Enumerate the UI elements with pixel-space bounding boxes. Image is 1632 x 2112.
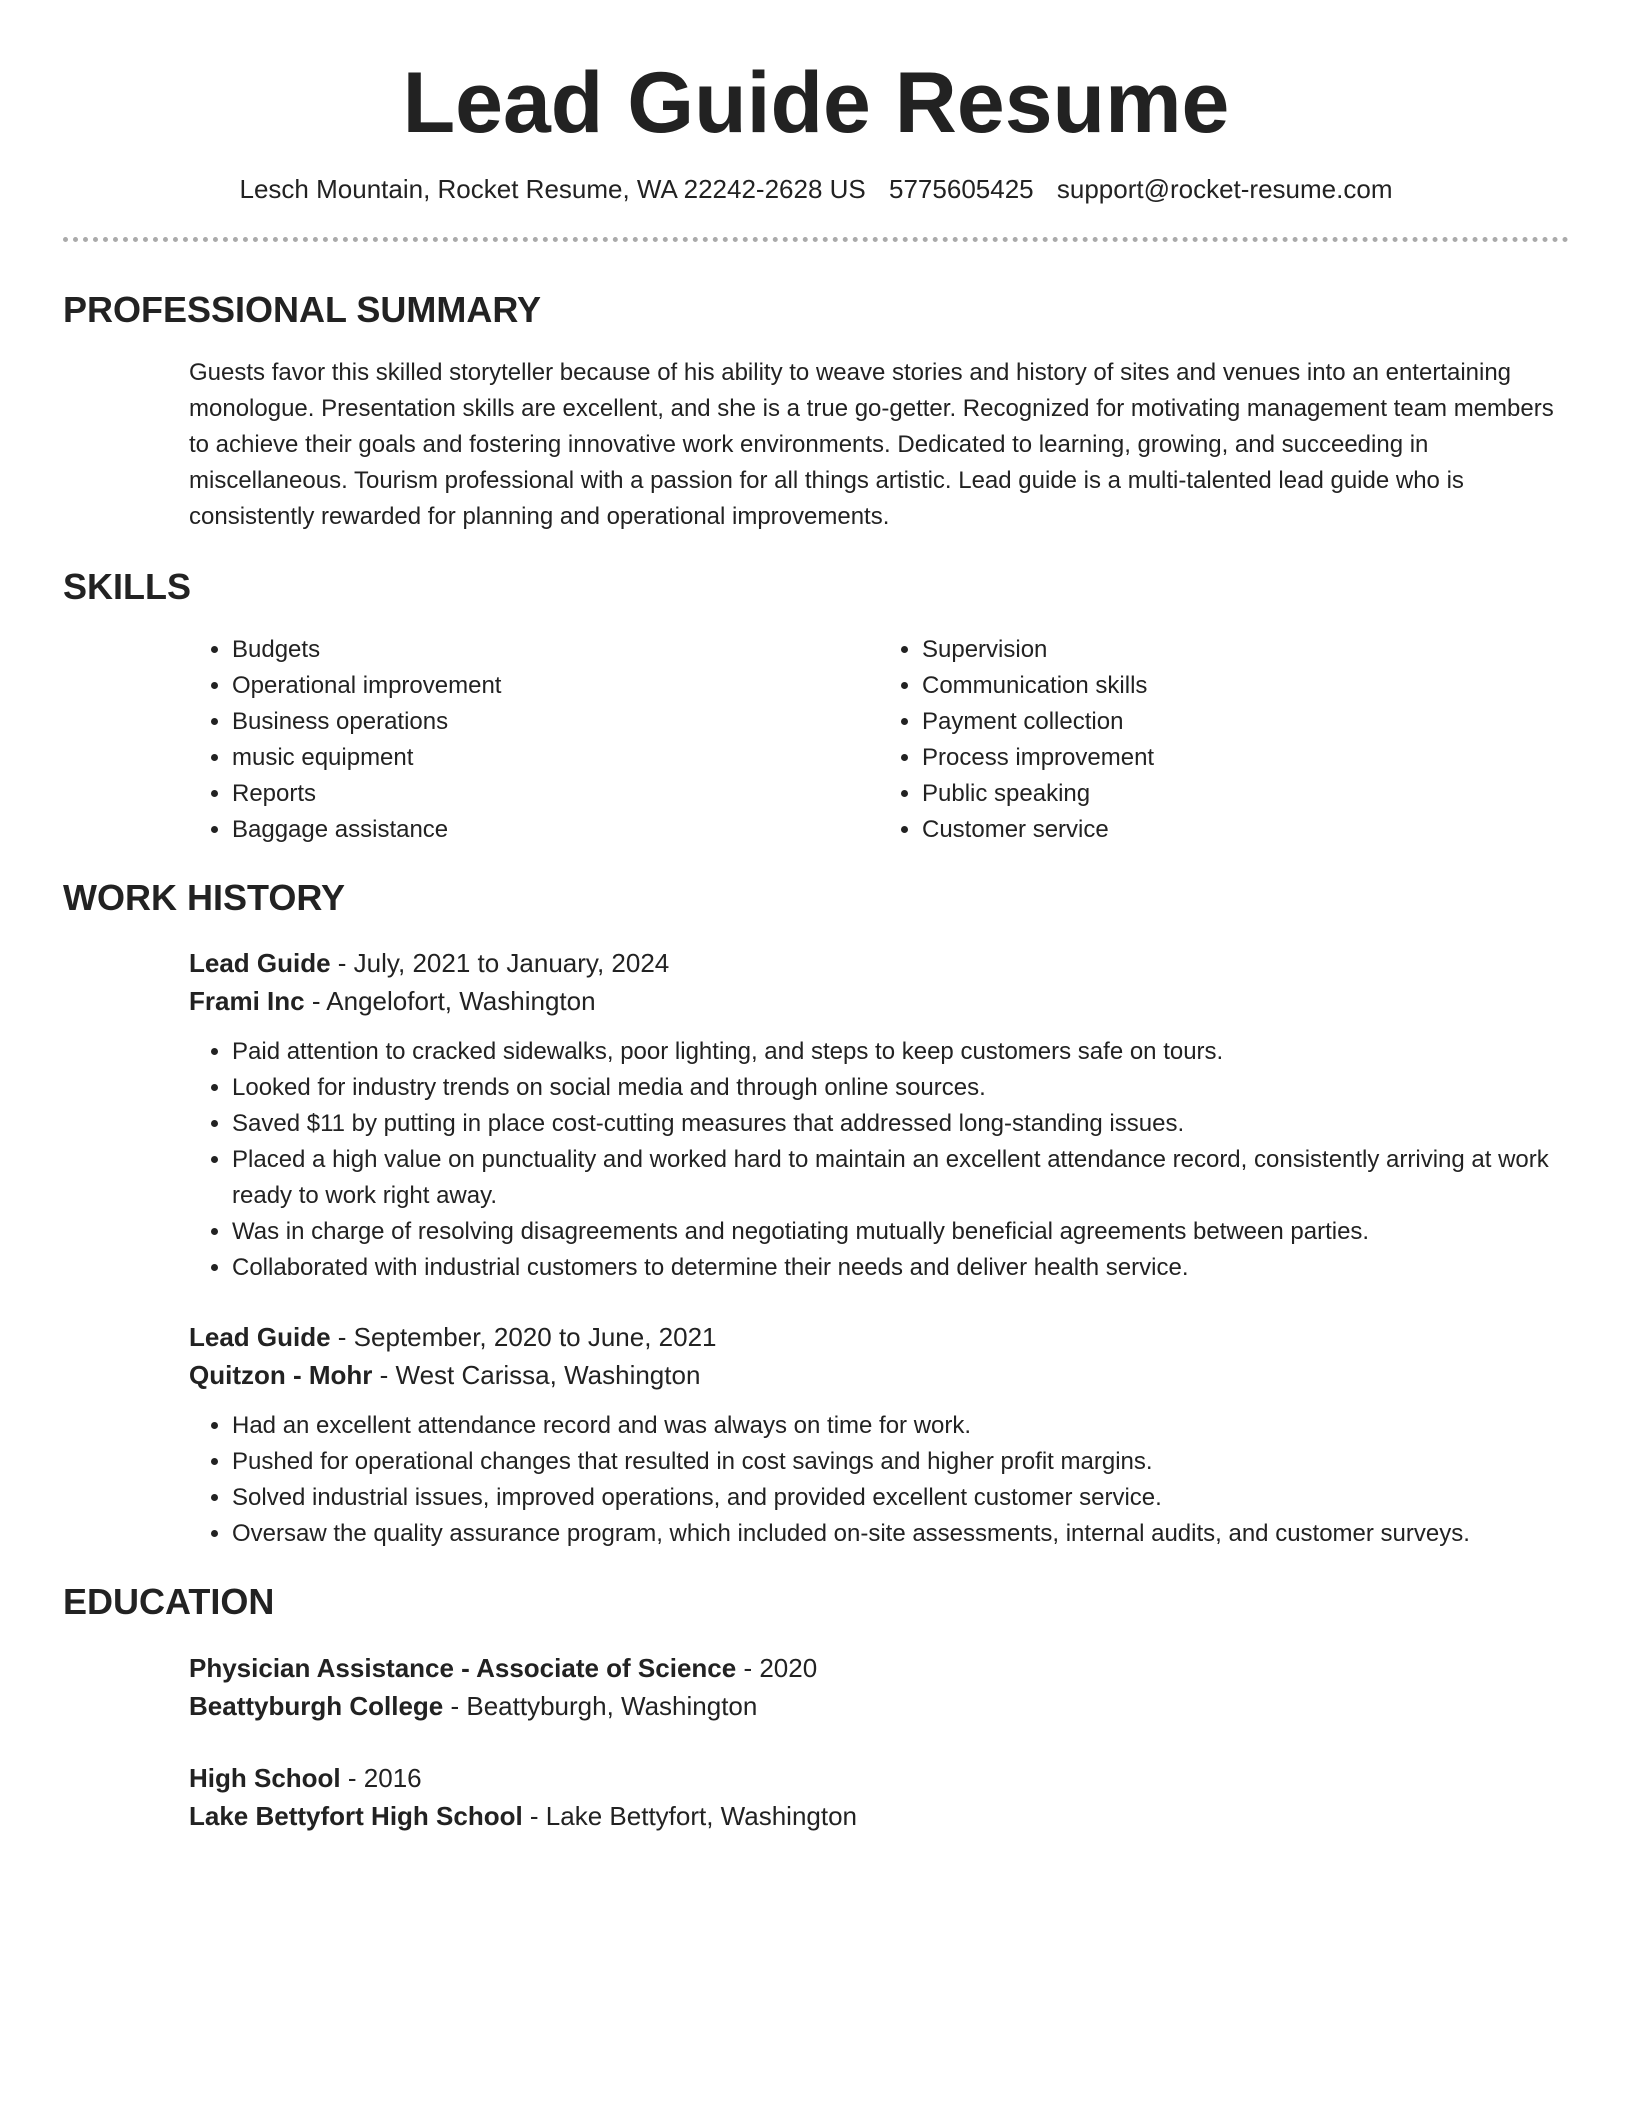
education-school-line — [189, 1797, 1569, 1835]
education-location: - Lake Bettyfort, Washington — [522, 1800, 858, 1831]
job-duty: • Placed a high value on punctuality and worked hard to maintain an excellent attendance record, consistently arriving at work ready to work right away. — [232, 1142, 1569, 1214]
education-school: Lake Bettyfort High School — [189, 1800, 523, 1831]
job-entry — [189, 1318, 1569, 1552]
skills-list-right — [879, 632, 1569, 848]
job-duty: • Solved industrial issues, improved operations, and provided excellent customer service. — [232, 1480, 1569, 1516]
job-duty: • Was in charge of resolving disagreements and negotiating mutually beneficial agreements between parties. — [232, 1214, 1569, 1250]
job-duty: • Collaborated with industrial customers to determine their needs and deliver health service. — [232, 1250, 1569, 1286]
skill-item: • Customer service — [922, 812, 1569, 848]
summary-section — [189, 355, 1569, 535]
skill-item: • Supervision — [922, 632, 1569, 668]
skill-item: • Public speaking — [922, 776, 1569, 812]
education-degree: Physician Assistance - Associate of Science — [189, 1652, 737, 1683]
job-duty: • Saved $11 by putting in place cost-cutting measures that addressed long-standing issues. — [232, 1106, 1569, 1142]
contact-line — [63, 173, 1569, 207]
skills-list-left — [189, 632, 879, 848]
skill-item: • Budgets — [232, 632, 879, 668]
skills-grid — [189, 632, 1569, 848]
education-year: - 2016 — [340, 1762, 422, 1793]
job-company: Frami Inc — [189, 985, 305, 1016]
job-duty: • Paid attention to cracked sidewalks, poor lighting, and steps to keep customers safe on tours. — [232, 1034, 1569, 1070]
job-title: Lead Guide — [189, 1321, 331, 1352]
education-entry — [189, 1649, 1569, 1725]
job-duty: • Had an excellent attendance record and was always on time for work. — [232, 1408, 1569, 1444]
job-title-line — [189, 944, 1569, 982]
job-company-line — [189, 982, 1569, 1020]
job-company-line — [189, 1356, 1569, 1394]
contact-email: support@rocket-resume.com — [1056, 174, 1393, 205]
education-location: - Beattyburgh, Washington — [443, 1690, 758, 1721]
header-divider — [63, 237, 1569, 242]
skill-item: • Process improvement — [922, 740, 1569, 776]
page-title: Lead Guide Resume — [402, 55, 1230, 151]
contact-phone: 5775605425 — [889, 174, 1034, 205]
education-heading: EDUCATION — [63, 1580, 275, 1622]
skill-item: • Business operations — [232, 704, 879, 740]
education-year: - 2020 — [736, 1652, 818, 1683]
skill-item: • Baggage assistance — [232, 812, 879, 848]
summary-heading: PROFESSIONAL SUMMARY — [63, 288, 542, 330]
job-duties-list — [189, 1408, 1569, 1552]
education-section — [189, 1649, 1569, 1835]
contact-address: Lesch Mountain, Rocket Resume, WA 22242-2628 US — [239, 174, 866, 205]
job-entry — [189, 944, 1569, 1286]
education-degree-line — [189, 1759, 1569, 1797]
summary-text: Guests favor this skilled storyteller because of his ability to weave stories and history of sites and venues into an entertaining monologue. Presentation skills are excellent, and she is a true go-getter. Recognized for motivating management team members to achieve their goals and fostering innovative work environments. Dedicated to learning, growing, and succeeding in miscellaneous. Tourism professional with a passion for all things artistic. Lead guide is a multi-talented lead guide who is consistently rewarded for planning and operational improvements. — [189, 359, 1554, 531]
skill-item: • music equipment — [232, 740, 879, 776]
job-duty: • Pushed for operational changes that resulted in cost savings and higher profit margins. — [232, 1444, 1569, 1480]
skills-heading: SKILLS — [63, 566, 192, 608]
education-degree: High School — [189, 1762, 341, 1793]
education-school-line — [189, 1687, 1569, 1725]
job-duty: • Oversaw the quality assurance program, which included on-site assessments, internal audits, and customer surveys. — [232, 1516, 1569, 1552]
skill-item: • Communication skills — [922, 668, 1569, 704]
job-dates: - September, 2020 to June, 2021 — [330, 1321, 717, 1352]
education-entry — [189, 1759, 1569, 1835]
job-dates: - July, 2021 to January, 2024 — [330, 947, 670, 978]
job-location: - West Carissa, Washington — [372, 1359, 701, 1390]
job-title: Lead Guide — [189, 947, 331, 978]
work-history-heading: WORK HISTORY — [63, 877, 346, 919]
education-school: Beattyburgh College — [189, 1690, 444, 1721]
skill-item: • Operational improvement — [232, 668, 879, 704]
work-history-section — [189, 944, 1569, 1552]
skill-item: • Reports — [232, 776, 879, 812]
skill-item: • Payment collection — [922, 704, 1569, 740]
job-location: - Angelofort, Washington — [304, 985, 596, 1016]
job-title-line — [189, 1318, 1569, 1356]
job-duties-list — [189, 1034, 1569, 1286]
job-company: Quitzon - Mohr — [189, 1359, 373, 1390]
job-duty: • Looked for industry trends on social media and through online sources. — [232, 1070, 1569, 1106]
education-degree-line — [189, 1649, 1569, 1687]
